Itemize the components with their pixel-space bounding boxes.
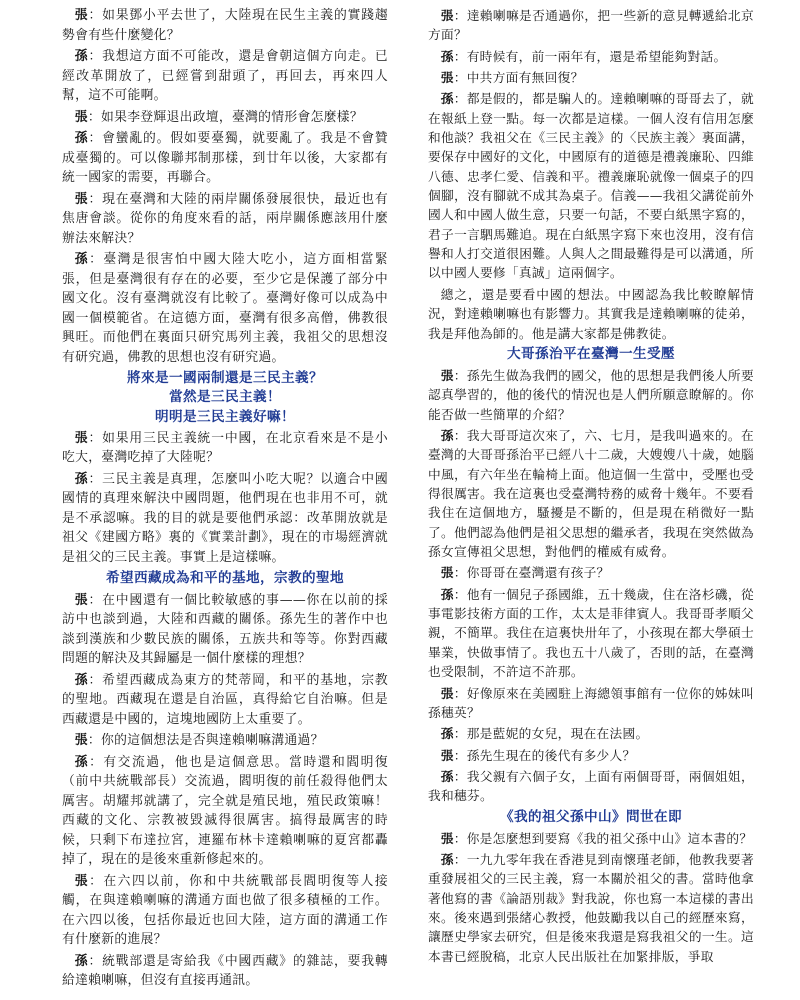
speaker-label: 孫 — [440, 768, 454, 784]
paragraph-text: 希望西藏成為東方的梵蒂岡，和平的基地，宗教的聖地。西藏現在還是自治區，真得給它自治嘛。但是西藏還是中國的，這塊地國防上太重要了。 — [62, 672, 388, 727]
right-column — [428, 6, 754, 968]
interview-paragraph: 孫：有交流過，他也是這個意思。當時還和閻明復（前中共統戰部長）交流過，閻明復的前任殺得他們太厲害。胡耀邦就講了，完全就是殖民地，殖民政策嘛！西藏的文化、宗教被毀滅得很厲害。搞得最厲害的時候，只剩下布達拉宮，連羅布林卡達賴喇嘛的夏宮都轟掉了，現在的是後來重新修起來的。 — [62, 754, 388, 868]
interview-paragraph: 張：如果鄧小平去世了，大陸現在民生主義的實踐趨勢會有些什麼變化？ — [62, 8, 388, 43]
section-heading — [62, 569, 388, 588]
section-heading-line: 《我的祖父孫中山》問世在即 — [500, 808, 682, 825]
interview-paragraph: 孫：三民主義是真理，怎麼叫小吃大呢？以適合中國國情的真理來解決中國問題，他們現在也非用不可，就是不承認嘛。我的目的就是要他們承認：改革開放就是祖父《建國方略》裏的《實業計劃》，現在的市場經濟就是祖父的三民主義。事實上是這樣嘛。 — [62, 471, 388, 565]
left-column — [62, 6, 388, 993]
interview-paragraph: 張：達賴喇嘛是否通過你，把一些新的意見轉遞給北京方面？ — [428, 8, 754, 43]
section-heading-line: 當然是三民主義！ — [169, 389, 281, 406]
interview-paragraph: 張：現在臺灣和大陸的兩岸關係發展很快，最近也有焦唐會談。從你的角度來看的話，兩岸關係應該用什麼辦法來解決？ — [62, 191, 388, 246]
interview-paragraph: 孫：我大哥哥這次來了，六、七月，是我叫過來的。在臺灣的大哥哥孫治平已經八十二歲，大嫂嫂八十歲，她腦中風，有六年坐在輪椅上面。他這個一生當中，受壓也受得很厲害。我在這裏也受臺灣特務的威脅十幾年。不要看我住在這個地方，騷擾是不斷的，但是現在稍微好一點了。他們認為他們是祖父思想的繼承者，我現在突然做為孫女宣傳祖父思想，對他們的權威有威脅。 — [428, 428, 754, 560]
paragraph-text: 你哥哥在臺灣還有孩子？ — [466, 565, 610, 581]
paragraph-text: 如果鄧小平去世了，大陸現在民生主義的實踐趨勢會有些什麼變化？ — [62, 8, 388, 43]
interview-paragraph: 孫：有時候有，前一兩年有，還是希望能夠對話。 — [440, 48, 727, 64]
paragraph-text: 有交流過，他也是這個意思。當時還和閻明復（前中共統戰部長）交流過，閻明復的前任殺得他們太厲害。胡耀邦就講了，完全就是殖民地，殖民政策嘛！西藏的文化、宗教被毀滅得很厲害。搞得最厲害的時候，只剩下布達拉宮，連羅布林卡達賴喇嘛的夏宮都轟掉了，現在的是後來重新修起來的。 — [62, 754, 388, 868]
interview-paragraph: 張：如果李登輝退出政壇，臺灣的情形會怎麼樣？ — [74, 109, 363, 125]
section-heading-line: 明明是三民主義好嘛！ — [155, 408, 295, 425]
speaker-label: 張 — [440, 685, 454, 701]
paragraph-text: 一九九零年我在香港見到南懷瑾老師，他教我要著重發展祖父的三民主義，寫一本關於祖父的書。當時他拿著他寫的書《論語別裁》對我說，你也寫一本這樣的書出來。後來遇到張緒心教授，他鼓勵我以自己的經歷來寫，讓歷史學家去研究，但是後來我還是寫我祖父的一生。這本書已經脫稿，北京人民出版社在加緊排版，爭取 — [428, 852, 754, 964]
paragraph-text: 那是藍妮的女兒，現在在法國。 — [466, 726, 649, 742]
speaker-label: 孫 — [74, 953, 89, 969]
interview-paragraph: 張：好像原來在美國駐上海總領事館有一位你的姊妹叫孫穗英？ — [428, 685, 754, 720]
paragraph-text: 你是怎麼想到要寫《我的祖父孫中山》這本書的？ — [466, 830, 753, 846]
paragraph-text: 孫先生做為我們的國父，他的思想是我們後人所要認真學習的，他的後代的情況也是人們所願意瞭解的。你能否做一些簡單的介紹？ — [428, 368, 754, 422]
section-heading-line: 將來是一國兩制還是三民主義？ — [127, 370, 323, 386]
section-heading — [428, 345, 754, 364]
speaker-label: 孫 — [74, 672, 89, 688]
interview-paragraph: 張：孫先生現在的後代有多少人？ — [440, 747, 636, 763]
interview-paragraph: 孫：我想這方面不可能改，還是會朝這個方向走。已經改革開放了，已經嘗到甜頭了，再回去，再來四人幫，這不可能啊。 — [62, 49, 388, 103]
paragraph-text: 在六四以前，你和中共統戰部長閻明復等人接觸，在與達賴喇嘛的溝通方面也做了很多積極的工作。在六四以後，包括你最近也回大陸，這方面的溝通工作有什麼新的進展？ — [62, 873, 388, 948]
paragraph-text: 我大哥哥這次來了，六、七月，是我叫過來的。在臺灣的大哥哥孫治平已經八十二歲，大嫂嫂八十歲，她腦中風，有六年坐在輪椅上面。他這個一生當中，受壓也受得很厲害。我在這裏也受臺灣特務的威脅十幾年。不要看我住在這個地方，騷擾是不斷的，但是現在稍微好一點了。他們認為他們是祖父思想的繼承者，我現在突然做為孫女宣傳祖父思想，對他們的權威有威脅。 — [428, 428, 754, 560]
interview-paragraph: 孫：都是假的，都是騙人的。達賴喇嘛的哥哥去了，就在報紙上登一點。每一次都是這樣。一個人沒有信用怎麼和他談？我祖父在《三民主義》的〈民族主義〉裏面講，要保存中國好的文化，中國原有的道德是禮義廉恥、四維八德、忠孝仁愛、信義和平。禮義廉恥就像一個桌子的四個腳，沒有腳就不成其為桌子。信義——我祖父講從前外國人和中國人做生意，只要一句話，不要白紙黑字寫的，君子一言駟馬難追。現在白紙黑字寫下來也沒用，沒有信譽和人打交道很困難。人與人之間最難得是可以溝通，所以中國人要修「真誠」這兩個字。 — [428, 91, 754, 281]
section-heading-line: 希望西藏成為和平的基地，宗教的聖地 — [106, 570, 344, 587]
paragraph-text: 臺灣是很害怕中國大陸大吃小，這方面相當緊張，但是臺灣很有存在的必要，至少它是保護了部分中國文化。沒有臺灣就沒有比較了。臺灣好像可以成為中國一個模範省。在這德方面，臺灣有很多高僧，佛教很興旺。而他們在裏面只研究馬列主義，我祖父的思想沒有研究過，佛教的思想也沒有研究過。 — [62, 252, 388, 365]
interview-paragraph: 張：中共方面有無回復？ — [440, 70, 584, 86]
speaker-label: 張 — [74, 430, 89, 446]
interview-paragraph: 孫：希望西藏成為東方的梵蒂岡，和平的基地，宗教的聖地。西藏現在還是自治區，真得給它自治嘛。但是西藏還是中國的，這塊地國防上太重要了。 — [62, 672, 388, 727]
paragraph-text: 好像原來在美國駐上海總領事館有一位你的姊妹叫孫穗英？ — [428, 685, 754, 720]
interview-paragraph: 孫：臺灣是很害怕中國大陸大吃小，這方面相當緊張，但是臺灣很有存在的必要，至少它是保護了部分中國文化。沒有臺灣就沒有比較了。臺灣好像可以成為中國一個模範省。在這德方面，臺灣有很多高僧，佛教很興旺。而他們在裏面只研究馬列主義，我祖父的思想沒有研究過，佛教的思想也沒有研究過。 — [62, 252, 388, 365]
speaker-label: 張 — [74, 733, 88, 749]
paragraph-text: 我父親有六個子女，上面有兩個哥哥，兩個姐姐，我和穗芬。 — [428, 768, 754, 804]
paragraph-text: 總之，還是要看中國的想法。中國認為我比較瞭解情況，對達賴喇嘛也有影響力。其實我是達賴喇嘛的徒弟，我是拜他為師的。他是講大家都是佛教徒。 — [428, 286, 754, 341]
interview-paragraph: 孫：他有一個兒子孫國維，五十幾歲，住在洛杉磯，從事電影技術方面的工作，太太是菲律賓人。我哥哥孝順父親，不簡單。我住在這裏快卅年了，小孩現在都大學碩士畢業，快做事情了。我也五十八歲了，否則的話，在臺灣也受限制，不許這不許那。 — [428, 586, 754, 680]
paragraph-text: 統戰部還是寄給我《中國西藏》的雜誌，要我轉給達賴喇嘛，但沒有直接再通訊。 — [62, 953, 388, 989]
paragraph-text: 三民主義是真理，怎麼叫小吃大呢？以適合中國國情的真理來解決中國問題，他們現在也非用不可，就是不承認嘛。我的目的就是要他們承認：改革開放就是祖父《建國方略》裏的《實業計劃》，現在的市場經濟就是祖父的三民主義。事實上是這樣嘛。 — [62, 471, 388, 565]
speaker-label: 孫 — [74, 252, 90, 267]
speaker-label: 孫 — [74, 754, 90, 770]
section-heading — [428, 808, 754, 827]
speaker-label: 張 — [440, 747, 454, 763]
paragraph-text: 達賴喇嘛是否通過你，把一些新的意見轉遞給北京方面？ — [428, 8, 754, 43]
paragraph-text: 孫先生現在的後代有多少人？ — [466, 747, 636, 763]
speaker-label: 張 — [440, 8, 454, 23]
speaker-label: 張 — [74, 109, 88, 125]
speaker-label: 孫 — [74, 471, 89, 487]
interview-paragraph: 張：你哥哥在臺灣還有孩子？ — [440, 565, 610, 581]
paragraph-text: 都是假的，都是騙人的。達賴喇嘛的哥哥去了，就在報紙上登一點。每一次都是這樣。一個人沒有信用怎麼和他談？我祖父在《三民主義》的〈民族主義〉裏面講，要保存中國好的文化，中國原有的道德是禮義廉恥、四維八德、忠孝仁愛、信義和平。禮義廉恥就像一個桌子的四個腳，沒有腳就不成其為桌子。信義——我祖父講從前外國人和中國人做生意，只要一句話，不要白紙黑字寫的，君子一言駟馬難追。現在白紙黑字寫下來也沒用，沒有信譽和人打交道很困難。人與人之間最難得是可以溝通，所以中國人要修「真誠」這兩個字。 — [428, 91, 754, 281]
section-heading — [62, 369, 388, 427]
interview-paragraph: 張：在中國還有一個比較敏感的事——你在以前的採訪中也談到過，大陸和西藏的關係。孫先生的著作中也談到漢族和少數民族的關係，五族共和等等。你對西藏問題的解決及其歸屬是一個什麼樣的理想？ — [62, 592, 388, 667]
interview-paragraph: 孫：那是藍妮的女兒，現在在法國。 — [440, 726, 649, 742]
speaker-label: 張 — [74, 8, 89, 23]
interview-paragraph: 張：如果用三民主義統一中國，在北京看來是不是小吃大，臺灣吃掉了大陸呢？ — [62, 430, 388, 466]
interview-paragraph: 張：你是怎麼想到要寫《我的祖父孫中山》這本書的？ — [440, 830, 753, 846]
interview-paragraph: 孫：一九九零年我在香港見到南懷瑾老師，他教我要著重發展祖父的三民主義，寫一本關於祖父的書。當時他拿著他寫的書《論語別裁》對我說，你也寫一本這樣的書出來。後來遇到張緒心教授，他鼓勵我以自己的經歷來寫，讓歷史學家去研究，但是後來我還是寫我祖父的一生。這本書已經脫稿，北京人民出版社在加緊排版，爭取 — [428, 852, 754, 964]
paragraph-text: 他有一個兒子孫國維，五十幾歲，住在洛杉磯，從事電影技術方面的工作，太太是菲律賓人。我哥哥孝順父親，不簡單。我住在這裏快卅年了，小孩現在都大學碩士畢業，快做事情了。我也五十八歲了，否則的話，在臺灣也受限制，不許這不許那。 — [428, 586, 754, 680]
speaker-label: 孫 — [74, 49, 89, 64]
speaker-label: 孫 — [440, 428, 454, 444]
speaker-label: 孫 — [440, 852, 454, 868]
section-heading-line: 大哥孫治平在臺灣一生受壓 — [507, 345, 675, 362]
speaker-label: 孫 — [440, 48, 454, 64]
speaker-label: 張 — [440, 830, 454, 846]
speaker-label: 孫 — [440, 586, 454, 602]
interview-paragraph: 孫：我父親有六個子女，上面有兩個哥哥，兩個姐姐，我和穗芬。 — [428, 768, 754, 804]
speaker-label: 張 — [440, 368, 454, 383]
paragraph-text: 中共方面有無回復？ — [466, 70, 584, 86]
speaker-label: 張 — [74, 191, 89, 207]
interview-paragraph: 張：孫先生做為我們的國父，他的思想是我們後人所要認真學習的，他的後代的情況也是人們所願意瞭解的。你能否做一些簡單的介紹？ — [428, 368, 754, 422]
speaker-label: 孫 — [440, 91, 454, 107]
interview-paragraph — [428, 285, 754, 343]
interview-paragraph: 孫：統戰部還是寄給我《中國西藏》的雜誌，要我轉給達賴喇嘛，但沒有直接再通訊。 — [62, 953, 388, 989]
paragraph-text: 現在臺灣和大陸的兩岸關係發展很快，最近也有焦唐會談。從你的角度來看的話，兩岸關係應該用什麼辦法來解決？ — [62, 191, 388, 246]
interview-paragraph: 孫：會蠻亂的。假如要臺獨，就要亂了。我是不會贊成臺獨的。可以像聯邦制那樣，到廿年以後，大家都有統一國家的需要，再聯合。 — [62, 131, 388, 185]
interview-paragraph: 張：你的這個想法是否與達賴喇嘛溝通過？ — [74, 733, 324, 749]
paragraph-text: 在中國還有一個比較敏感的事——你在以前的採訪中也談到過，大陸和西藏的關係。孫先生的著作中也談到漢族和少數民族的關係，五族共和等等。你對西藏問題的解決及其歸屬是一個什麼樣的理想？ — [62, 592, 388, 667]
speaker-label: 張 — [440, 565, 454, 581]
paragraph-text: 有時候有，前一兩年有，還是希望能夠對話。 — [466, 48, 727, 64]
paragraph-text: 會蠻亂的。假如要臺獨，就要亂了。我是不會贊成臺獨的。可以像聯邦制那樣，到廿年以後，大家都有統一國家的需要，再聯合。 — [62, 131, 388, 185]
speaker-label: 張 — [440, 70, 454, 86]
speaker-label: 張 — [74, 592, 89, 608]
paragraph-text: 你的這個想法是否與達賴喇嘛溝通過？ — [101, 733, 324, 749]
interview-paragraph: 張：在六四以前，你和中共統戰部長閻明復等人接觸，在與達賴喇嘛的溝通方面也做了很多積極的工作。在六四以後，包括你最近也回大陸，這方面的溝通工作有什麼新的進展？ — [62, 873, 388, 948]
paragraph-text: 如果李登輝退出政壇，臺灣的情形會怎麼樣？ — [101, 109, 363, 125]
speaker-label: 張 — [74, 873, 90, 889]
paragraph-text: 如果用三民主義統一中國，在北京看來是不是小吃大，臺灣吃掉了大陸呢？ — [62, 430, 388, 466]
speaker-label: 孫 — [440, 726, 454, 742]
speaker-label: 孫 — [74, 131, 89, 146]
paragraph-text: 我想這方面不可能改，還是會朝這個方向走。已經改革開放了，已經嘗到甜頭了，再回去，再來四人幫，這不可能啊。 — [62, 49, 388, 103]
